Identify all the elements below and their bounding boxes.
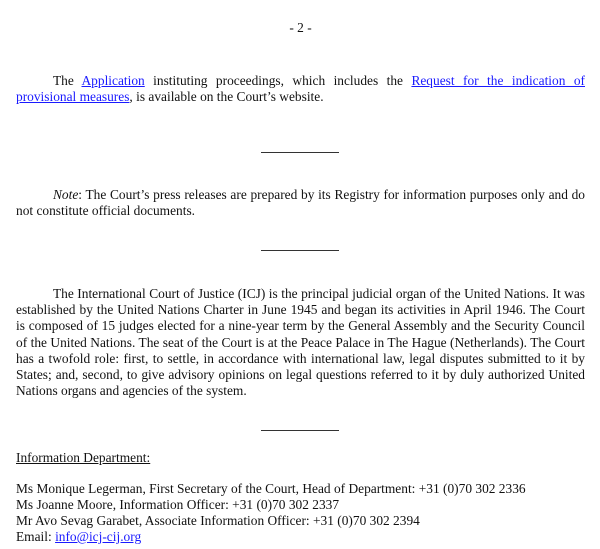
application-prefix: The (53, 73, 82, 88)
email-label: Email: (16, 529, 56, 544)
separator-line (261, 430, 339, 431)
application-link[interactable]: Application (81, 73, 145, 88)
email-link[interactable]: info@icj-cij.org (55, 529, 142, 544)
separator-line (261, 250, 339, 251)
note-paragraph (16, 187, 585, 219)
application-suffix: , is available on the Court’s website. (129, 89, 324, 105)
application-paragraph (16, 73, 585, 105)
information-department-heading: Information Department: (16, 450, 151, 465)
contact-line: Ms Monique Legerman, First Secretary of the Court, Head of Department: +31 (0)70 302 2336 (16, 481, 526, 496)
icj-description-paragraph: The International Court of Justice (ICJ) is the principal judicial organ of the United Nations. It was established by the United Nations Charter in June 1945 and began its activities in April 1946. The Court is composed of 15 judges elected for a nine-year term by the General Assembly and the Security Council of the United Nations. The seat of the Court is at the Peace Palace in The Hague (Netherlands). The Court has a twofold role: first, to settle, in accordance with international law, legal disputes submitted to it by States; and, second, to give advisory opinions on legal questions referred to it by duly authorized United Nations organs and agencies of the system. (16, 286, 585, 399)
application-middle: instituting proceedings, which includes the (144, 73, 412, 88)
separator-line (261, 152, 339, 153)
note-text: : The Court’s press releases are prepared by its Registry for information purposes only and do not constitute official documents. (16, 187, 585, 219)
email-line (16, 529, 141, 545)
note-label: Note (53, 187, 79, 202)
contact-line: Mr Avo Sevag Garabet, Associate Information Officer: +31 (0)70 302 2394 (16, 513, 420, 528)
page-number: - 2 - (289, 20, 312, 35)
provisional-measures-link[interactable]: Request for the indication of provisional measures (16, 73, 585, 105)
contact-line: Ms Joanne Moore, Information Officer: +31 (0)70 302 2337 (16, 497, 340, 512)
